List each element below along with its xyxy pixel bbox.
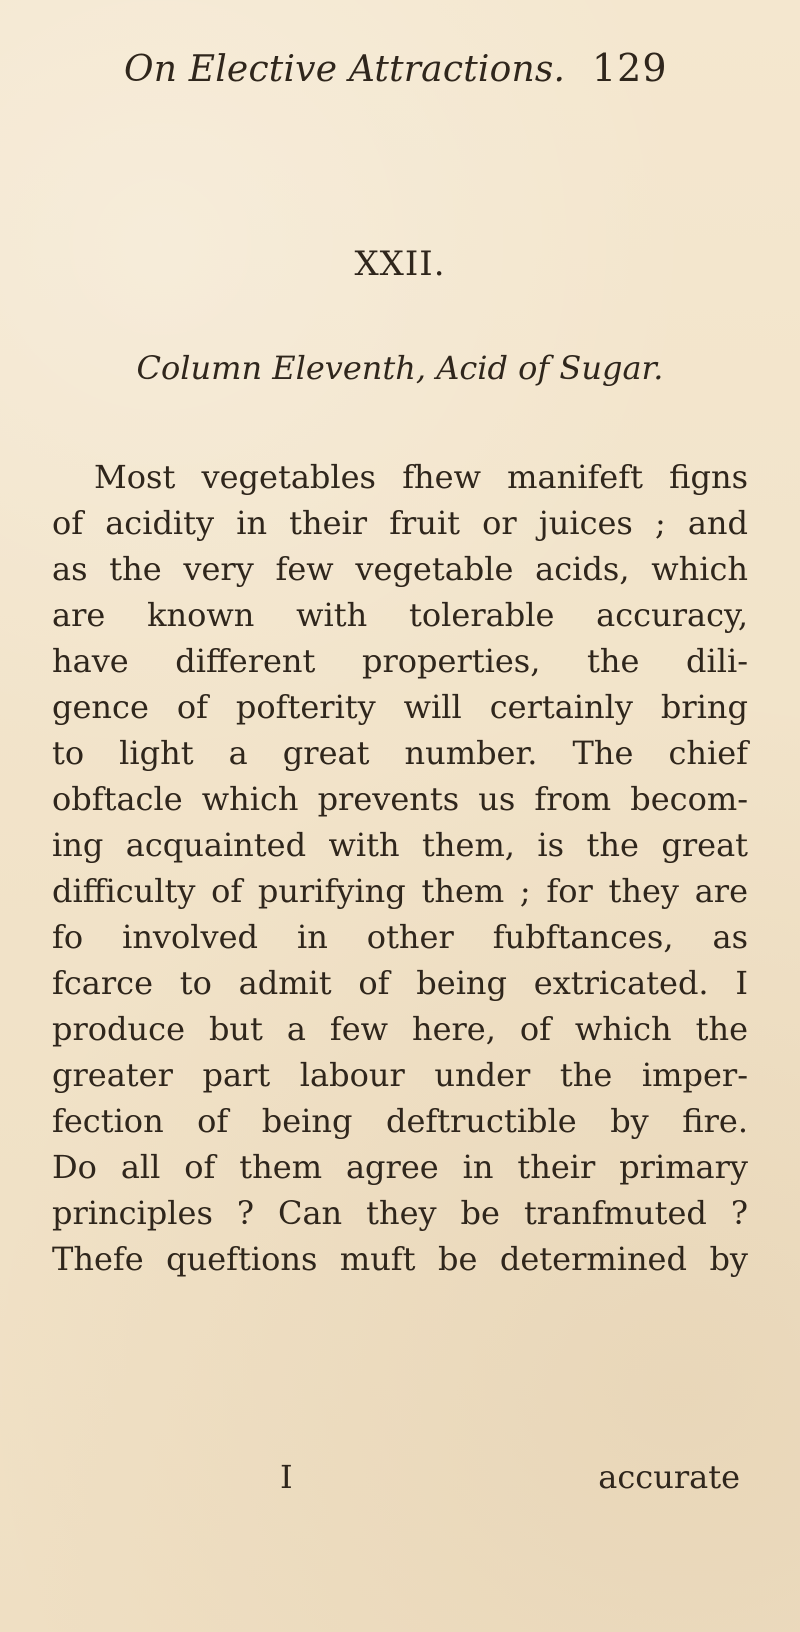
body-line: Do all of them agree in their primary: [52, 1148, 748, 1186]
signature-mark: I: [280, 1458, 293, 1496]
body-line: fcarce to admit of being extricated. I: [52, 964, 748, 1002]
footer-catchline: [280, 1454, 740, 1502]
body-line: greater part labour under the imper-: [52, 1056, 748, 1094]
body-line: gence of pofterity will certainly bring: [52, 688, 748, 726]
body-line: ing acquainted with them, is the great: [52, 826, 748, 864]
body-line: principles ? Can they be tranfmuted ?: [52, 1194, 748, 1232]
body-line: Thefe queftions muft be determined by: [52, 1240, 748, 1278]
body-line: of acidity in their fruit or juices ; and: [52, 504, 748, 542]
body-line: obftacle which prevents us from becom-: [52, 780, 748, 818]
body-line: are known with tolerable accuracy,: [52, 596, 748, 634]
body-line: as the very few vegetable acids, which: [52, 550, 748, 588]
section-title: Column Eleventh, Acid of Sugar.: [136, 349, 664, 387]
body-line: to light a great number. The chief: [52, 734, 748, 772]
body-line: fo involved in other fubftances, as: [52, 918, 748, 956]
catchword: accurate: [598, 1458, 740, 1496]
running-title: On Elective Attractions.: [124, 49, 566, 90]
section-number: XXII.: [354, 244, 446, 284]
body-line: Most vegetables fhew manifeft figns: [94, 458, 748, 496]
body-line: produce but a few here, of which the: [52, 1010, 748, 1048]
page-number: 129: [592, 46, 668, 90]
running-head: [0, 0, 800, 120]
body-line: difficulty of purifying them ; for they are: [52, 872, 748, 910]
body-text: [52, 454, 748, 1282]
body-line: have different properties, the dili-: [52, 642, 748, 680]
body-line: fection of being deftructible by fire.: [52, 1102, 748, 1140]
